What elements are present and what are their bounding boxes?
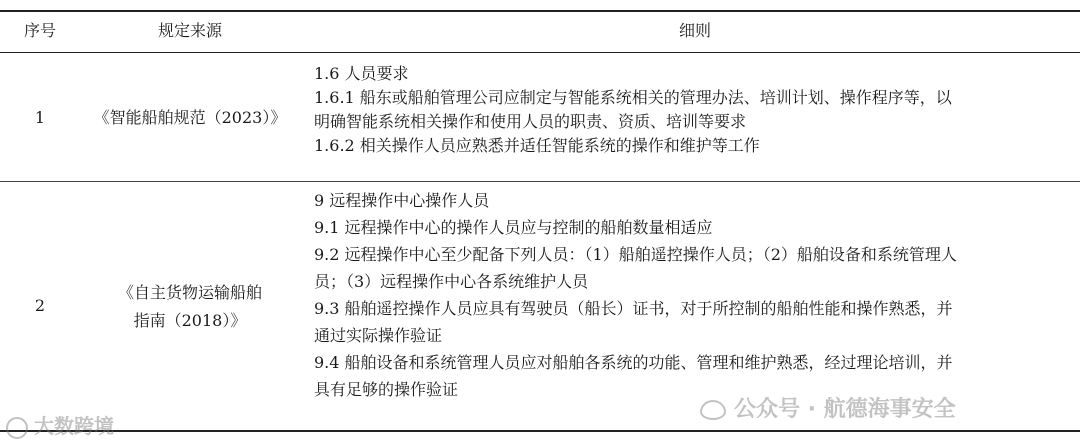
row-2-details xyxy=(314,189,957,405)
row-1-source: 《智能船舶规范（2023）》 xyxy=(93,108,287,127)
wechat-icon xyxy=(700,400,726,420)
row-2-source-line-2: 指南（2018）》 xyxy=(133,311,247,330)
watermark-left xyxy=(6,410,114,439)
detail-line: 通过实际操作验证 xyxy=(314,326,443,345)
header-regulation-source: 规定来源 xyxy=(157,21,222,40)
detail-line: 1.6.1 船东或船舶管理公司应制定与智能系统相关的管理办法、培训计划、操作程序等，以 xyxy=(314,88,952,107)
detail-line: 9 远程操作中心操作人员 xyxy=(314,191,490,210)
header-details: 细则 xyxy=(678,21,711,40)
watermark-logo-icon xyxy=(6,417,28,439)
detail-line: 1.6.2 相关操作人员应熟悉并适任智能系统的操作和维护等工作 xyxy=(314,136,760,155)
row-divider xyxy=(0,181,1080,182)
detail-line: 9.2 远程操作中心至少配备下列人员：（1）船舶遥控操作人员；（2）船舶设备和系统管理人 xyxy=(314,245,957,264)
row-2-source-line-1: 《自主货物运输船舶 xyxy=(117,283,262,302)
row-2-number: 2 xyxy=(34,296,46,315)
detail-line: 具有足够的操作验证 xyxy=(314,380,459,399)
header-serial-number: 序号 xyxy=(23,21,56,40)
row-1-details xyxy=(314,62,952,158)
watermark-left-text: 大数跨境 xyxy=(34,414,114,438)
row-1-number: 1 xyxy=(34,108,46,127)
detail-line: 明确智能系统相关操作和使用人员的职责、资质、培训等要求 xyxy=(314,112,747,131)
detail-line: 员；（3）远程操作中心各系统维护人员 xyxy=(314,272,589,291)
table-top-rule xyxy=(0,10,1080,12)
table-bottom-rule xyxy=(0,430,1080,432)
detail-line: 9.4 船舶设备和系统管理人员应对船舶各系统的功能、管理和维护熟悉，经过理论培训，并 xyxy=(314,353,953,372)
detail-line: 1.6 人员要求 xyxy=(314,64,409,83)
detail-line: 9.3 船舶遥控操作人员应具有驾驶员（船长）证书，对于所控制的船舶性能和操作熟悉，并 xyxy=(314,299,953,318)
watermark-right-text: 公众号 · 航德海事安全 xyxy=(734,397,956,422)
detail-line: 9.1 远程操作中心的操作人员应与控制的船舶数量相适应 xyxy=(314,218,713,237)
header-rule xyxy=(0,52,1080,53)
watermark-right xyxy=(700,392,956,423)
